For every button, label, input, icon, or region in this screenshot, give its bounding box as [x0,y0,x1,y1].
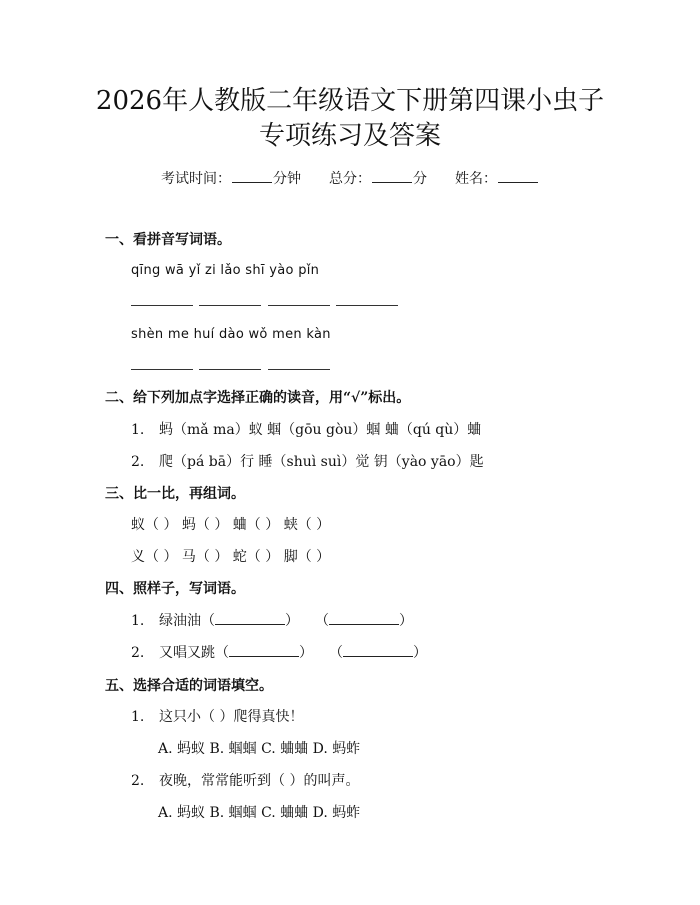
example-word: 又唱又跳 [159,645,215,661]
score-label: 总分： [329,171,371,187]
section-2-item-2 [131,452,484,472]
time-blank[interactable] [232,168,272,183]
exam-info [0,168,700,189]
answer-line[interactable] [131,369,193,370]
page-title-line-1: 2026年人教版二年级语文下册第四课小虫子 [95,86,605,116]
example-item-2: 2. 又唱又跳（ ） （ ） [131,645,427,661]
section-2-heading: 二、给下列加点字选择正确的读音，用“√”标出。 [105,390,411,406]
answer-blank[interactable] [329,611,399,625]
answer-line[interactable] [336,305,398,306]
item-number: 1. [131,709,145,725]
pinyin-line-1: qīng wā yǐ zi lǎo shī yào pǐn [131,263,320,278]
answer-line[interactable] [199,305,261,306]
item-number: 1. [131,422,145,438]
answer-line[interactable] [268,369,330,370]
answer-blank[interactable] [343,643,413,657]
answer-blank[interactable] [215,611,285,625]
page-title-line-2: 专项练习及答案 [258,121,441,151]
section-3-heading: 三、比一比，再组词。 [105,486,245,502]
section-2-item-1 [131,420,481,440]
section-4-heading: 四、照样子，写词语。 [105,581,245,597]
answer-line[interactable] [268,305,330,306]
answer-line[interactable] [131,305,193,306]
example-word: 绿油油 [159,613,201,629]
question-2-options: A. 蚂蚁 B. 蝈蝈 C. 蛐蛐 D. 蚂蚱 [158,805,361,821]
item-number: 1. [131,613,145,629]
item-number: 2. [131,773,145,789]
question-1-options: A. 蚂蚁 B. 蝈蝈 C. 蛐蛐 D. 蚂蚱 [158,741,361,757]
score-blank[interactable] [372,168,412,183]
compare-row-1: 蚁（ ） 蚂（ ） 蛐（ ） 蛱（ ） [131,517,331,533]
section-1-heading: 一、看拼音写词语。 [105,232,231,248]
item-number: 2. [131,454,145,470]
pinyin-line-2: shèn me huí dào wǒ men kàn [131,327,331,342]
question-2 [131,771,359,791]
name-label: 姓名： [455,171,497,187]
item-number: 2. [131,645,145,661]
name-blank[interactable] [498,168,538,183]
score-unit: 分 [413,171,427,187]
question-text: 这只小（ ）爬得真快！ [159,709,304,725]
answer-line[interactable] [199,369,261,370]
item-text: 蚂（mǎ ma）蚁 蝈（gōu gòu）蝈 蛐（qú qù）蛐 [159,422,482,438]
time-unit: 分钟 [273,171,301,187]
question-1 [131,707,303,727]
answer-blank[interactable] [229,643,299,657]
section-5-heading: 五、选择合适的词语填空。 [105,678,273,694]
compare-row-2: 义（ ） 马（ ） 蛇（ ） 脚（ ） [131,549,331,565]
item-text: 爬（pá bā）行 睡（shuì suì）觉 钥（yào yāo）匙 [159,454,484,470]
example-item-1: 1. 绿油油（ ） （ ） [131,613,413,629]
question-text: 夜晚，常常能听到（ ）的叫声。 [159,773,360,789]
time-label: 考试时间： [161,171,231,187]
